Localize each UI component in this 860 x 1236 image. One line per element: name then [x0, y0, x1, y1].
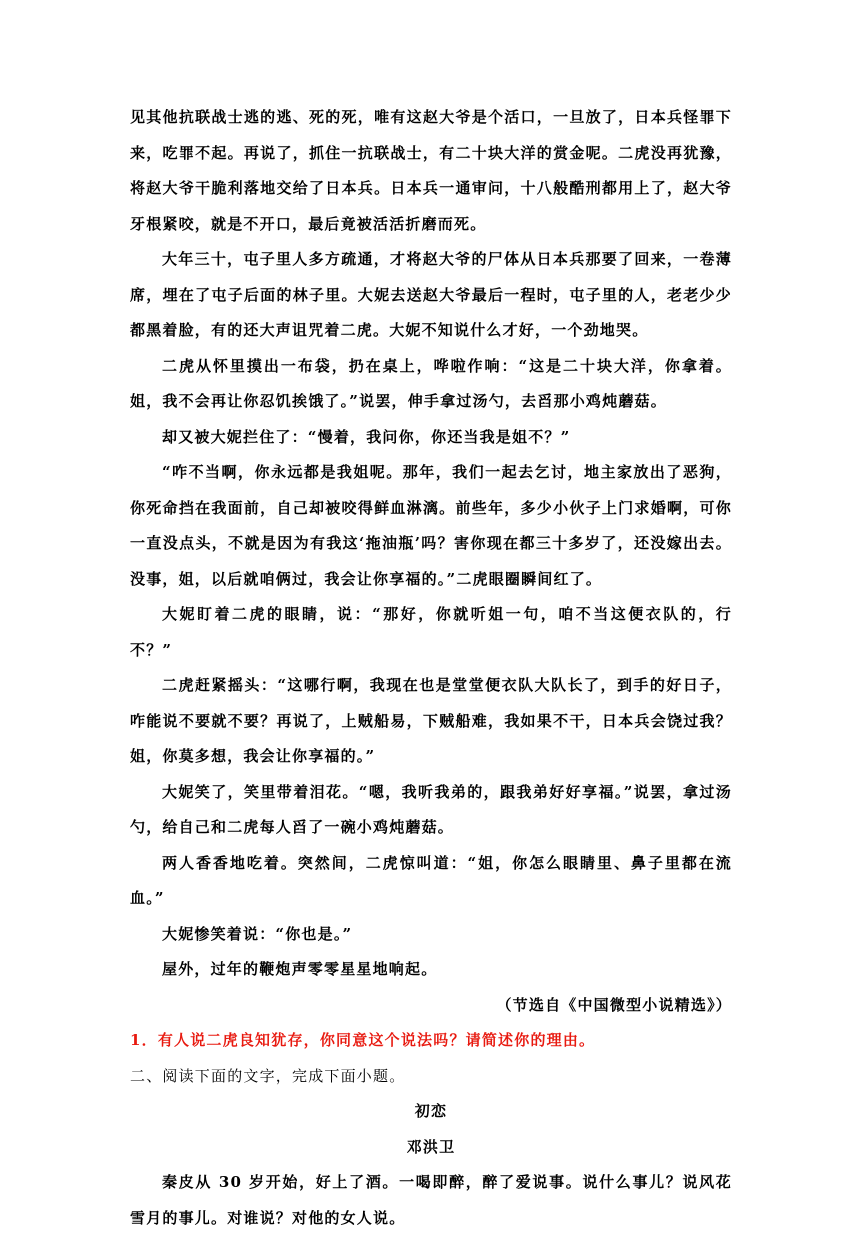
story-paragraph: 屋外，过年的鞭炮声零零星星地响起。: [162, 960, 438, 978]
section-2-instruction: 二、阅读下面的文字，完成下面小题。: [130, 1066, 406, 1085]
story-paragraph: 大妮盯着二虎的眼睛，说：“那好，你就听姐一句，咱不当这便衣队的，行不？”: [130, 605, 732, 659]
story-paragraph: “咋不当啊，你永远都是我姐呢。那年，我们一起去乞讨，地主家放出了恶狗，你死命挡在我面前，自己却被咬得鲜血淋漓。前些年，多少小伙子上门求婚啊，可你一直没点头，不就是因为有我这‘拖油瓶’吗？害你现在都三十多岁了，还没嫁出去。没事，姐，以后就咱俩过，我会让你享福的。”二虎眼圈瞬间红了。: [130, 463, 732, 588]
story-paragraph: 大妮笑了，笑里带着泪花。“嗯，我听我弟的，跟我弟好好享福。”说罢，拿过汤勺，给自己和二虎每人舀了一碗小鸡炖蘑菇。: [130, 782, 732, 836]
story-paragraph: 却又被大妮拦住了：“慢着，我问你，你还当我是姐不？”: [162, 427, 571, 446]
story-paragraph: 两人香香地吃着。突然间，二虎惊叫道：“姐，你怎么眼睛里、鼻子里都在流血。”: [130, 853, 732, 907]
story-paragraph: 见其他抗联战士逃的逃、死的死，唯有这赵大爷是个活口，一旦放了，日本兵怪罪下来，吃罪不起。再说了，抓住一抗联战士，有二十块大洋的赏金呢。二虎没再犹豫，将赵大爷干脆利落地交给了日本兵。日本兵一通审问，十八般酷刑都用上了，赵大爷牙根紧咬，就是不开口，最后竟被活活折磨而死。: [130, 108, 732, 233]
story-2-author: 邓洪卫: [406, 1137, 456, 1156]
story-paragraph: 二虎赶紧摇头：“这哪行啊，我现在也是堂堂便衣队大队长了，到手的好日子，咋能说不要就不要？再说了，上贼船易，下贼船难，我如果不干，日本兵会饶过我？姐，你莫多想，我会让你享福的。”: [130, 676, 732, 765]
story-paragraph: 大年三十，屯子里人多方疏通，才将赵大爷的尸体从日本兵那要了回来，一卷薄席，埋在了屯子后面的林子里。大妮去送赵大爷最后一程时，屯子里的人，老老少少都黑着脸，有的还大声诅咒着二虎。大妮不知说什么才好，一个劲地哭。: [130, 250, 732, 339]
story-2-paragraph: 秦皮从 30 岁开始，好上了酒。一喝即醉，醉了爱说事。说什么事儿？说风花雪月的事儿。对谁说？对他的女人说。: [130, 1173, 732, 1227]
story-paragraph: 二虎从怀里摸出一布袋，扔在桌上，哗啦作响：“这是二十块大洋，你拿着。姐，我不会再让你忍饥挨饿了。”说罢，伸手拿过汤勺，去舀那小鸡炖蘑菇。: [130, 356, 732, 410]
question-1: 1．有人说二虎良知犹存，你同意这个说法吗？请简述你的理由。: [130, 1031, 596, 1049]
story-paragraph: 大妮惨笑着说：“你也是。”: [162, 924, 353, 943]
source-note: （节选自《中国微型小说精选》）: [496, 995, 732, 1014]
story-2-title: 初恋: [414, 1102, 448, 1120]
